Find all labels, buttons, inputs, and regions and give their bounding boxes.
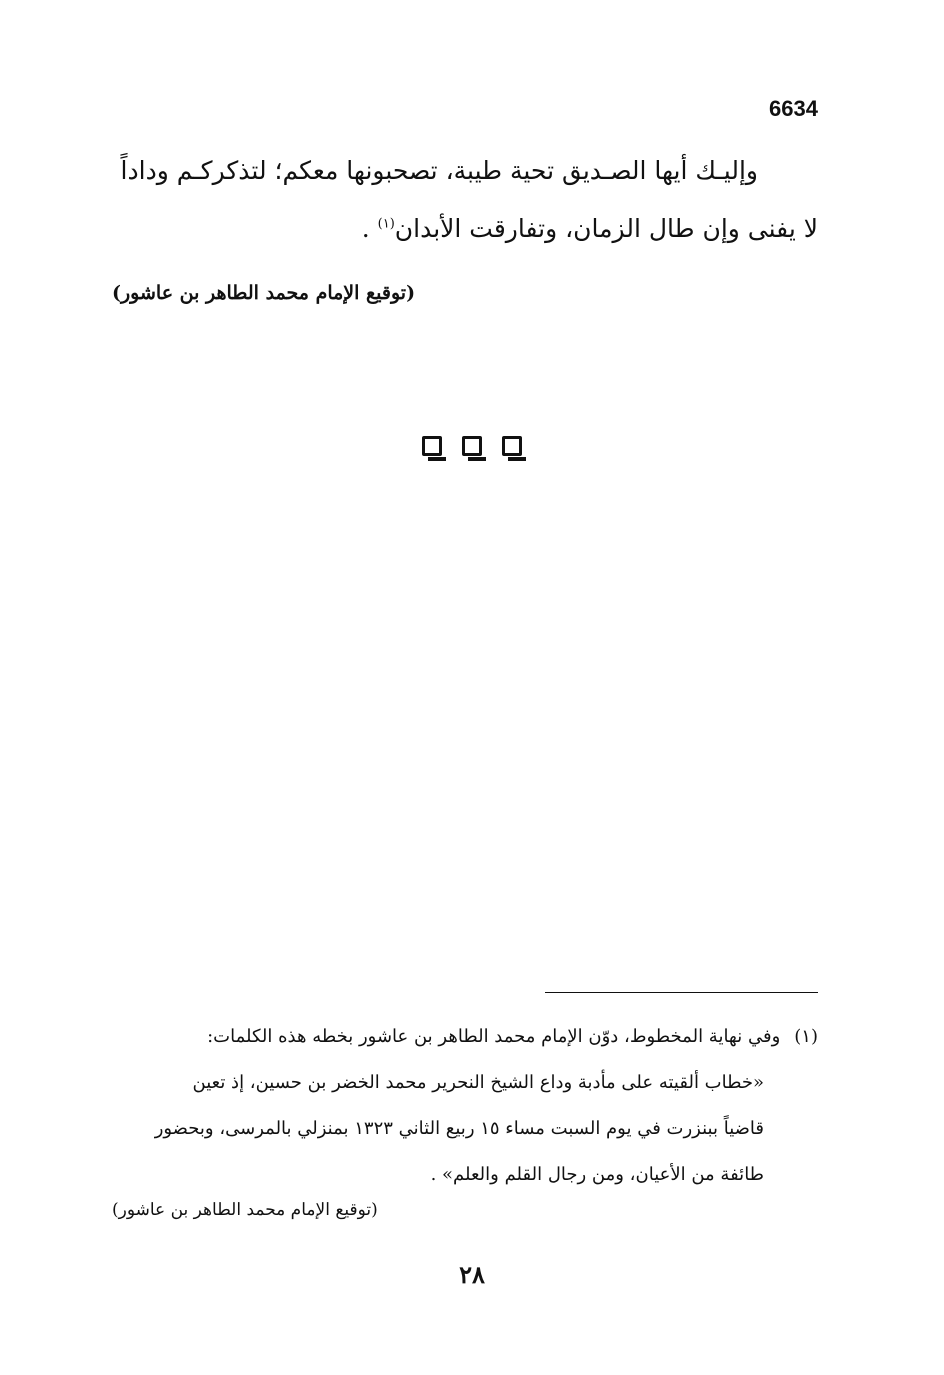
page-number: ٢٨ [459, 1260, 485, 1289]
footnote-quote-line-2: قاضياً ببنزرت في يوم السبت مساء ١٥ ربيع الثاني ١٣٢٣ بمنزلي بالمرسى، وبحضور [154, 1118, 764, 1139]
footnote-quote-line-3: طائفة من الأعيان، ومن رجال القلم والعلم» . [430, 1164, 764, 1185]
footnote-intro-line [103, 1014, 818, 1060]
section-separator [0, 436, 944, 456]
main-line-2-text: لا يفنى وإن طال الزمان، وتفارقت الأبدان [394, 214, 818, 243]
main-line-1: وإليـك أيها الصـديق تحية طيبة، تصحبونها معكم؛ لتذكركـم وداداً [120, 156, 758, 185]
footnote-divider [545, 992, 818, 993]
main-text [103, 142, 818, 258]
square-ornament-icon [422, 436, 442, 456]
square-ornament-icon [502, 436, 522, 456]
footnote-quote-line-1: «خطاب ألقيته على مأدبة وداع الشيخ النحرير محمد الخضر بن حسين، إذ تعين [192, 1072, 764, 1093]
signature-main: (توقيع الإمام محمد الطاهر بن عاشور) [112, 282, 416, 304]
footnote-reference[interactable]: (١) [377, 216, 395, 232]
main-line-2-end: . [361, 214, 378, 243]
main-line-2 [103, 200, 818, 258]
signature-footnote: (توقيع الإمام محمد الطاهر بن عاشور) [112, 1200, 378, 1220]
footnote [103, 1014, 818, 1198]
footnote-intro: وفي نهاية المخطوط، دوّن الإمام محمد الطاهر بن عاشور بخطه هذه الكلمات: [207, 1026, 781, 1047]
page-id: 6634 [769, 96, 818, 121]
footnote-marker: (١) [794, 1026, 818, 1047]
square-ornament-icon [462, 436, 482, 456]
